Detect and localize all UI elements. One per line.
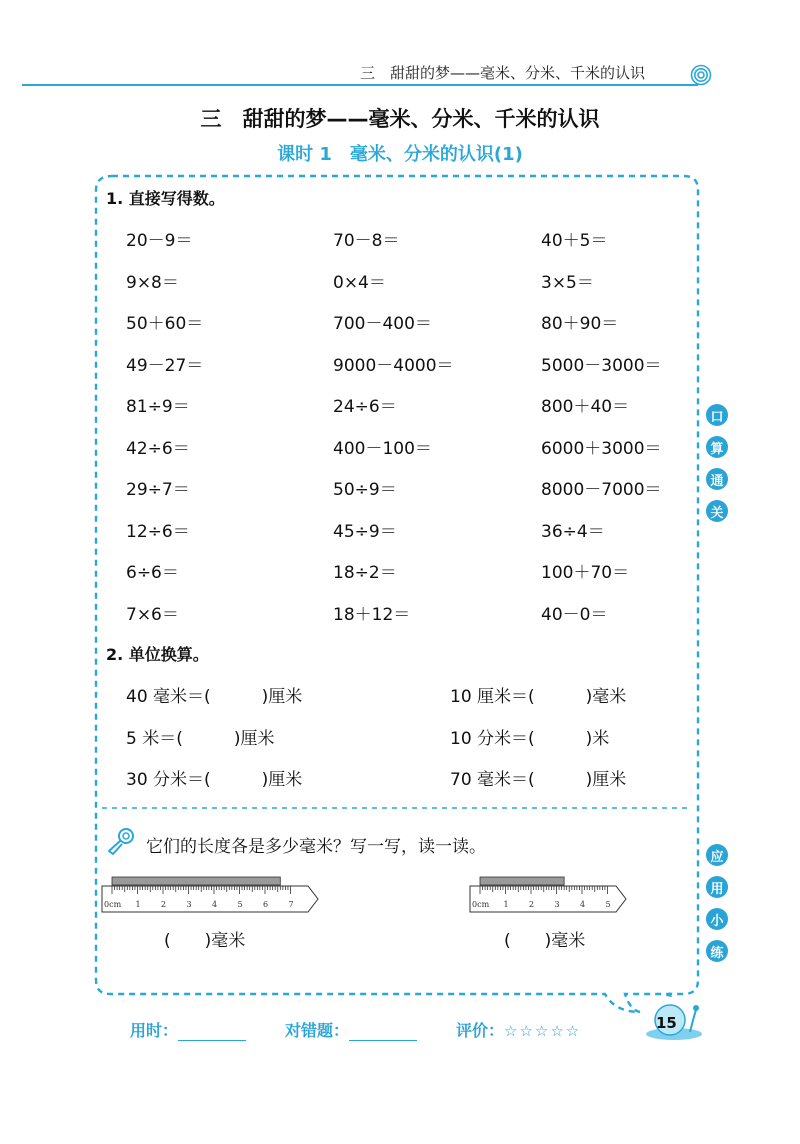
ruler-2-label: 2 (529, 900, 535, 909)
calc-item: 81÷9＝ (126, 397, 190, 417)
calc-item: 9000－4000＝ (333, 356, 454, 376)
calc-item: 18÷2＝ (333, 563, 397, 583)
calc-item: 8000－7000＝ (541, 480, 662, 500)
ruler-1-label: 4 (212, 900, 218, 909)
ruler-1 (100, 868, 330, 918)
calc-item: 36÷4＝ (541, 522, 605, 542)
footer-errors (285, 1018, 417, 1041)
calc-item: 18＋12＝ (333, 605, 411, 625)
ruler-1-label: 0cm (104, 900, 122, 909)
footer-time (130, 1018, 246, 1041)
conversion-item: 70 毫米＝( )厘米 (450, 770, 627, 790)
magnifier-icon (104, 826, 138, 856)
errors-blank (349, 1026, 417, 1041)
conversion-item: 10 分米＝( )米 (450, 729, 610, 749)
calc-item: 700－400＝ (333, 314, 432, 334)
calc-item: 9×8＝ (126, 273, 179, 293)
calc-item: 5000－3000＝ (541, 356, 662, 376)
page-title: 三 甜甜的梦——毫米、分米、千米的认识 (200, 107, 600, 131)
footer-rating (456, 1018, 581, 1041)
ruler-2 (468, 868, 638, 918)
calc-item: 6÷6＝ (126, 563, 179, 583)
side-tab-char: 练 (706, 940, 728, 962)
calc-item: 100＋70＝ (541, 563, 630, 583)
calc-item: 29÷7＝ (126, 480, 190, 500)
side-tab-char: 关 (706, 500, 728, 522)
calc-item: 50＋60＝ (126, 314, 204, 334)
ruler-1-label: 3 (186, 900, 192, 909)
calc-item: 12÷6＝ (126, 522, 190, 542)
errors-label: 对错题： (285, 1021, 350, 1040)
ruler-1-label: 7 (288, 900, 294, 909)
side-tab-char: 算 (706, 436, 728, 458)
calc-item: 80＋90＝ (541, 314, 619, 334)
ruler-1-label: 2 (161, 900, 167, 909)
calc-item: 45÷9＝ (333, 522, 397, 542)
calc-item: 7×6＝ (126, 605, 179, 625)
conversion-item: 30 分米＝( )厘米 (126, 770, 303, 790)
calc-item: 400－100＝ (333, 439, 432, 459)
ruler-1-label: 6 (263, 900, 269, 909)
section-2-title: 2. 单位换算。 (106, 645, 209, 664)
side-tab-char: 用 (706, 876, 728, 898)
conversion-item: 40 毫米＝( )厘米 (126, 687, 303, 707)
calc-item: 6000＋3000＝ (541, 439, 662, 459)
ruler-2-label: 4 (580, 900, 586, 909)
ruler-1-answer: ( )毫米 (164, 931, 246, 951)
calc-item: 40＋5＝ (541, 231, 608, 251)
conversion-item: 10 厘米＝( )毫米 (450, 687, 627, 707)
calc-item: 800＋40＝ (541, 397, 630, 417)
ruler-1-label: 1 (135, 900, 141, 909)
calc-item: 24÷6＝ (333, 397, 397, 417)
page-number: 15 (656, 1014, 677, 1032)
ruler-2-label: 5 (605, 900, 611, 909)
conversion-item: 5 米＝( )厘米 (126, 729, 275, 749)
rating-label: 评价： (456, 1021, 505, 1040)
ruler-1-label: 5 (237, 900, 243, 909)
side-tab-char: 口 (706, 404, 728, 426)
application-prompt: 它们的长度各是多少毫米？写一写，读一读。 (146, 837, 486, 857)
lesson-subtitle: 课时 1 毫米、分米的认识(1) (277, 144, 523, 165)
ruler-1-object (112, 877, 280, 885)
ruler-2-answer: ( )毫米 (504, 931, 586, 951)
ruler-2-label: 0cm (472, 900, 490, 909)
calc-item: 42÷6＝ (126, 439, 190, 459)
calc-item: 50÷9＝ (333, 480, 397, 500)
rating-stars: ☆☆☆☆☆ (504, 1022, 582, 1040)
calc-item: 40－0＝ (541, 605, 608, 625)
calc-item: 49－27＝ (126, 356, 204, 376)
section-1-title: 1. 直接写得数。 (106, 189, 225, 208)
time-label: 用时： (130, 1021, 179, 1040)
side-tab-char: 应 (706, 844, 728, 866)
running-header: 三 甜甜的梦——毫米、分米、千米的认识 (360, 64, 646, 82)
time-blank (178, 1026, 246, 1041)
calc-item: 20－9＝ (126, 231, 193, 251)
calc-item: 70－8＝ (333, 231, 400, 251)
side-tab-char: 通 (706, 468, 728, 490)
calc-item: 3×5＝ (541, 273, 594, 293)
ruler-2-label: 1 (503, 900, 509, 909)
ruler-2-label: 3 (554, 900, 560, 909)
calc-item: 0×4＝ (333, 273, 386, 293)
ruler-2-object (480, 877, 564, 885)
side-tab-char: 小 (706, 908, 728, 930)
